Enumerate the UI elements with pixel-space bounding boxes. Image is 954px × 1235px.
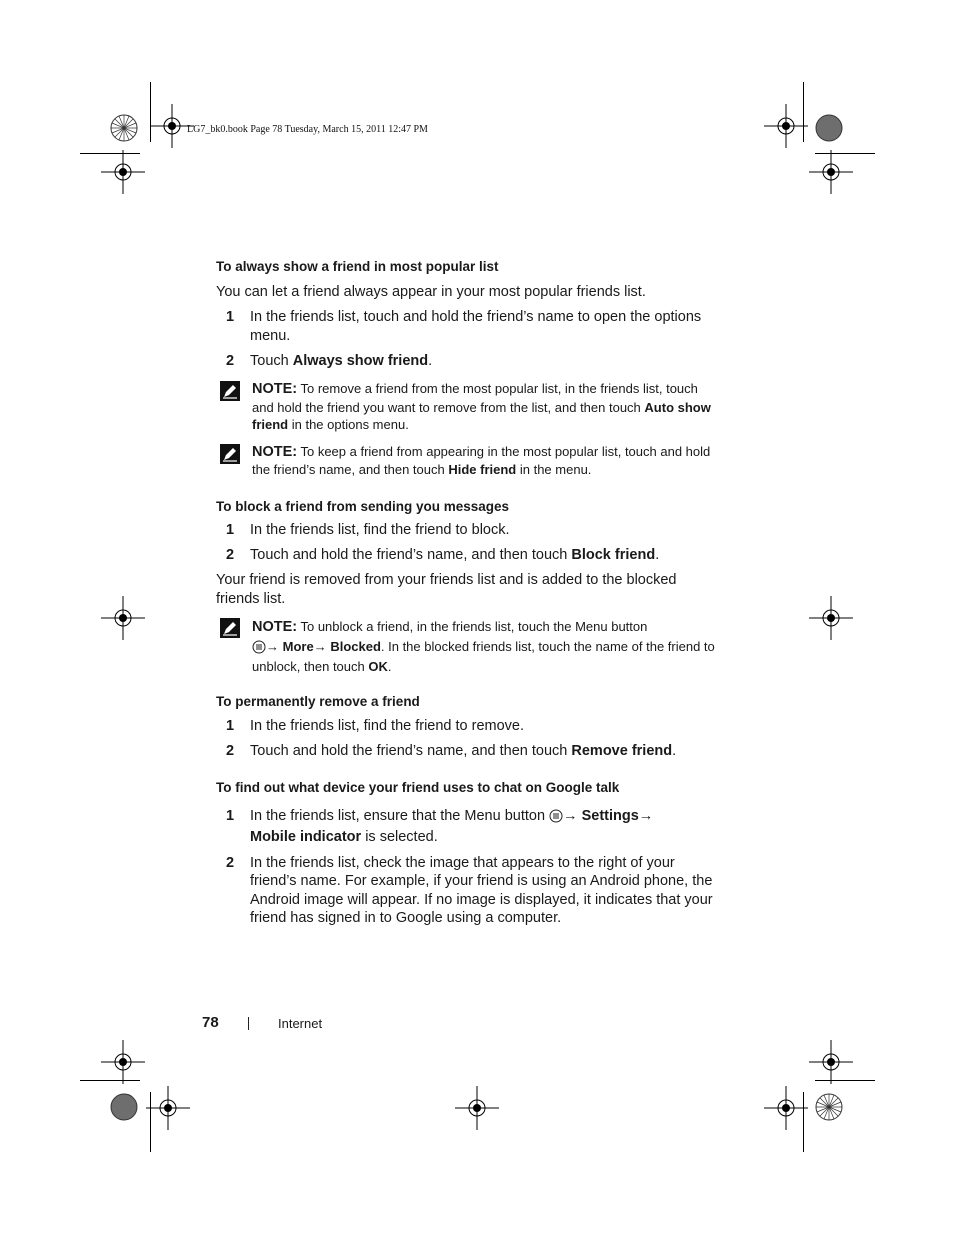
step-number: 1 <box>226 807 235 824</box>
book-info-header: LG7_bk0.book Page 78 Tuesday, March 15, 2011 12:47 PM <box>187 124 428 135</box>
note-block <box>216 617 716 677</box>
step-number: 1 <box>226 717 235 734</box>
list-item <box>216 742 716 761</box>
note-block <box>216 380 716 434</box>
pencil-note-icon <box>220 381 240 401</box>
step-bold-text: Settings <box>581 807 639 824</box>
list-item <box>216 806 716 848</box>
step-text: In the friends list, ensure that the Menu button <box>250 807 550 824</box>
page-number: 78 <box>202 1014 219 1031</box>
registration-mark-icon <box>146 1086 190 1130</box>
note-text: To remove a friend from the most popular list, in the friends list, touch and hold the friend you want to remove from the list, and then touch <box>252 381 698 415</box>
note-text: in the menu. <box>516 462 592 477</box>
note-label: NOTE: <box>252 443 298 460</box>
note-text: . In the blocked friends list, touch the name of the friend to unblock, then touch <box>252 638 715 674</box>
step-bold-text: Always show friend <box>292 353 429 369</box>
step-text: In the friends list, check the image that appears to the right of your friend’s name. For example, if your friend is using an Android phone, the Android image will appear. If no image is displayed, it indicates that your friend has signed in to Google using a computer. <box>250 854 713 927</box>
step-number: 2 <box>226 546 235 563</box>
note-bold-text: OK <box>368 658 388 674</box>
registration-mark-icon <box>809 1040 853 1084</box>
step-text: . <box>672 742 677 759</box>
note-label: NOTE: <box>252 381 298 397</box>
list-item <box>216 521 716 540</box>
list-item <box>216 717 716 736</box>
list-item <box>216 546 716 565</box>
note-text: To unblock a friend, in the friends list, touch the Menu button <box>297 618 648 634</box>
footer-section-name: Internet <box>278 1016 323 1031</box>
note-bold-text: Hide friend <box>448 462 517 477</box>
section-heading: To find out what device your friend uses to chat on Google talk <box>216 779 620 795</box>
step-text: Touch and hold the friend’s name, and then touch <box>250 742 572 759</box>
step-text: Touch and hold the friend’s name, and then touch <box>250 546 572 563</box>
registration-mark-icon <box>101 596 145 640</box>
step-number: 1 <box>226 521 235 538</box>
registration-mark-icon <box>809 150 853 194</box>
step-number: 2 <box>226 353 235 369</box>
footer-divider <box>248 1017 249 1030</box>
registration-mark-icon <box>764 1086 808 1130</box>
step-text: In the friends list, find the friend to remove. <box>250 717 525 734</box>
arrow-text: → <box>638 807 654 824</box>
step-text: is selected. <box>361 828 438 845</box>
step-bold-text: Mobile indicator <box>250 828 362 845</box>
arrow-text: → <box>266 638 283 654</box>
note-text: To keep a friend from appearing in the most popular list, touch and hold the friend’s name, and then touch <box>252 443 711 477</box>
step-number: 2 <box>226 854 235 871</box>
gray-disc-icon <box>109 1092 139 1122</box>
paragraph: You can let a friend always appear in your most popular friends list. <box>216 284 646 300</box>
step-text: . <box>655 546 660 563</box>
registration-mark-icon <box>809 596 853 640</box>
registration-mark-icon <box>101 1040 145 1084</box>
note-text: . <box>387 658 392 674</box>
paragraph: Your friend is removed from your friends list and is added to the blocked friends list. <box>216 571 677 607</box>
note-block <box>216 443 716 479</box>
arrow-text: → <box>313 638 331 654</box>
step-number: 1 <box>226 309 235 325</box>
step-number: 2 <box>226 742 235 759</box>
note-label: NOTE: <box>252 618 298 635</box>
registration-mark-icon <box>764 104 808 148</box>
section-heading: To block a friend from sending you messages <box>216 498 510 514</box>
note-bold-text: More <box>282 638 314 654</box>
list-item <box>216 308 716 346</box>
gray-disc-icon <box>814 113 844 143</box>
note-bold-text: Auto show friend <box>252 399 711 432</box>
arrow-text: → <box>563 807 582 824</box>
step-text: In the friends list, find the friend to block. <box>250 521 510 538</box>
starburst-icon <box>109 113 139 143</box>
pencil-note-icon <box>220 444 240 464</box>
list-item <box>216 854 716 928</box>
step-text: In the friends list, touch and hold the friend’s name to open the options menu. <box>250 309 702 344</box>
pencil-note-icon <box>220 618 240 638</box>
registration-mark-icon <box>101 150 145 194</box>
section-heading: To always show a friend in most popular list <box>216 259 499 274</box>
main-content <box>216 258 716 928</box>
step-bold-text: Remove friend <box>571 742 673 759</box>
menu-button-icon <box>252 640 266 654</box>
note-text: in the options menu. <box>288 417 409 432</box>
section-heading: To permanently remove a friend <box>216 693 420 709</box>
step-text: Touch <box>250 353 293 369</box>
list-item <box>216 352 716 371</box>
note-bold-text: Blocked <box>330 638 381 654</box>
menu-button-icon <box>549 809 563 823</box>
registration-mark-icon <box>455 1086 499 1130</box>
starburst-icon <box>814 1092 844 1122</box>
step-text: . <box>428 353 433 369</box>
step-bold-text: Block friend <box>571 546 656 563</box>
